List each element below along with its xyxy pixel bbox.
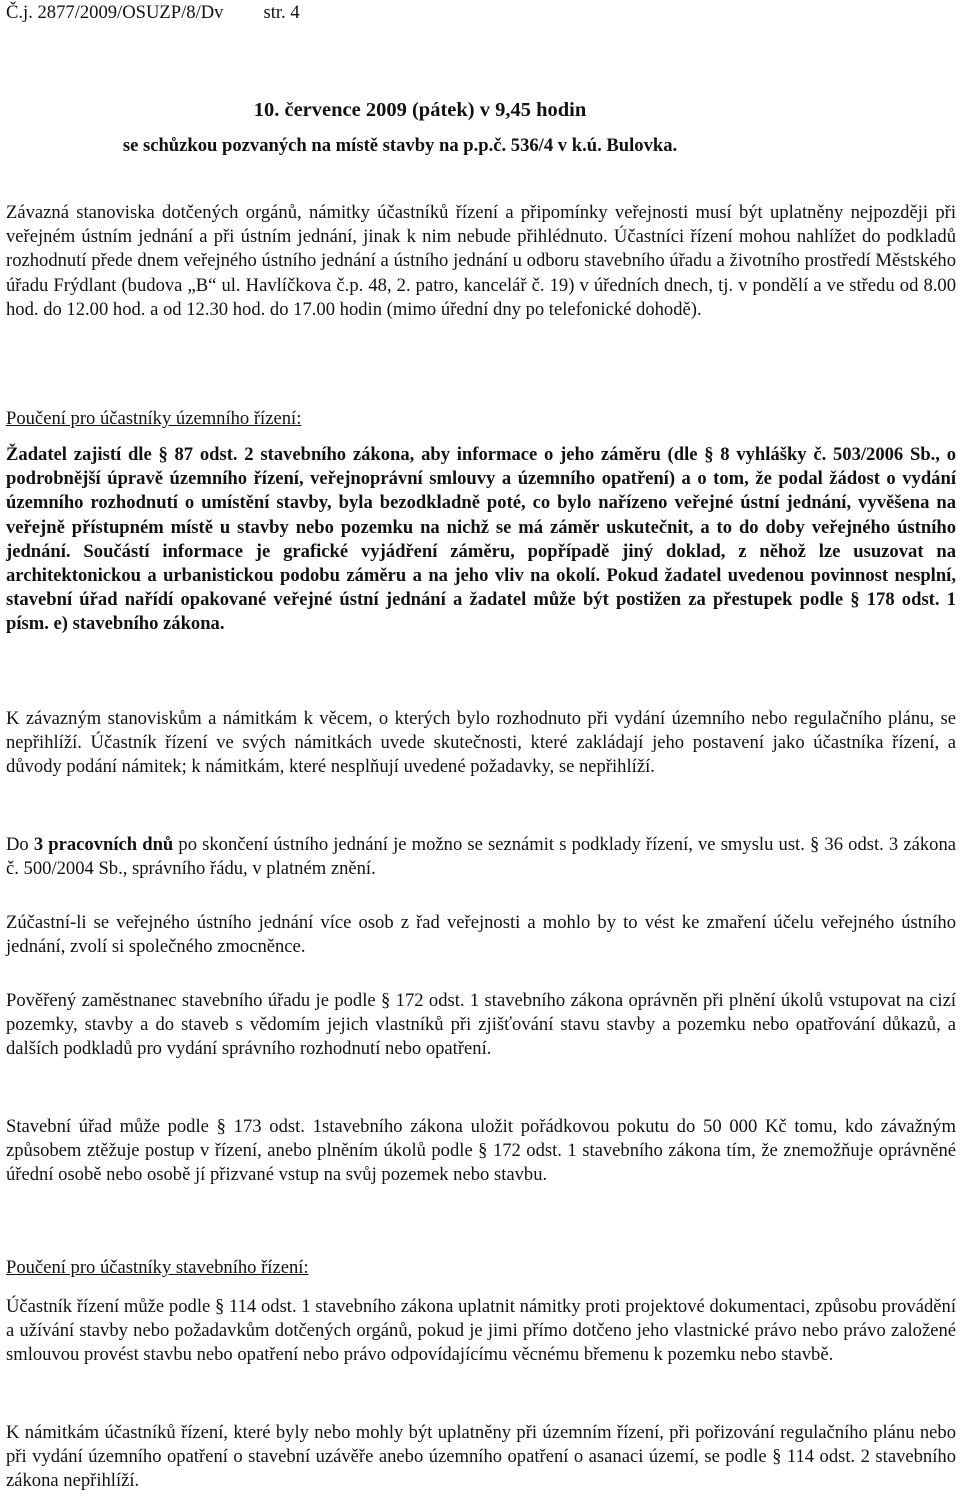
paragraph-objections: K závazným stanoviskům a námitkám k věcem, o kterých bylo rozhodnuto při vydání územního nebo regulačního plánu, se nepřihlíží. Účastník řízení ve svých námitkách uvede skutečnosti, které zakládají jeho postavení jako účastníka řízení, a důvody podání námitek; k námitkám, které nesplňují uvedené požadavky, se nepřihlíží. [6,708,956,778]
paragraph-documents-prefix: Do [6,834,34,855]
paragraph-statements: Závazná stanoviska dotčených orgánů, námitky účastníků řízení a připomínky veřejnosti musí být uplatněny nejpozději při veřejném ústním jednání a při ústním jednání, jinak k nim nebude přihlédnuto. Účastníci řízení mohou nahlížet do podkladů rozhodnutí přede dnem veřejného ústního jednání a ústního jednání u odboru stavebního úřadu a životního prostředí Městského úřadu Frýdlant (budova „B“ ul. Havlíčkova č.p. 48, 2. patro, kancelář č. 19) v úředních dnech, tj. v pondělí a ve středu od 8.00 hod. do 12.00 hod. a od 12.30 hod. do 17.00 hodin (mimo úřední dny po telefonické dohodě). [6,202,956,320]
paragraph-fine: Stavební úřad může podle § 173 odst. 1stavebního zákona uložit pořádkovou pokutu do 50 000 Kč tomu, kdo závažným způsobem ztěžuje postup v řízení, anebo plněním úkolů podle § 172 odst. 1 stavebního zákona tím, že znemožňuje oprávněné úřední osobě nebo osobě jí přizvané vstup na svůj pozemek nebo stavbu. [6,1116,956,1186]
paragraph-public-representative: Zúčastní-li se veřejného ústního jednání více osob z řad veřejnosti a mohlo by to vést ke zmaření účelu veřejného ústního jednání, zvolí si společného zmocněnce. [6,912,956,958]
meeting-date-heading: 10. července 2009 (pátek) v 9,45 hodin [253,99,587,121]
reference-number: Č.j. 2877/2009/OSUZP/8/Dv [6,2,224,23]
page-header [6,1,300,25]
paragraph-authorized-employee: Pověřený zaměstnanec stavebního úřadu je podle § 172 odst. 1 stavebního zákona oprávněn při plnění úkolů vstupovat na cizí pozemky, stavby a do staveb s vědomím jejich vlastníků při zjišťování stavu stavby a pozemku nebo opatřování důkazů, a dalších podkladů pro vydání správního rozhodnutí nebo opatření. [6,990,956,1060]
paragraph-disregarded-objections: K námitkám účastníků řízení, které byly nebo mohly být uplatněny při územním řízení, při pořizování regulačního plánu nebo při vydání územního opatření o stavební uzávěře anebo územního opatření o asanaci území, se podle § 114 odst. 2 stavebního zákona nepřihlíží. [6,1422,956,1492]
section-heading-zoning: Poučení pro účastníky územního řízení: [6,408,302,429]
paragraph-building-objections: Účastník řízení může podle § 114 odst. 1 stavebního zákona uplatnit námitky proti projektové dokumentaci, způsobu provádění a užívání stavby nebo požadavkům dotčených orgánů, pokud je jimi přímo dotčeno jeho vlastnické právo nebo právo založené smlouvou provést stavbu nebo opatření nebo právo odpovídajícímu věcnému břemenu k pozemku nebo stavbě. [6,1296,956,1366]
meeting-place-heading: se schůzkou pozvaných na místě stavby na p.p.č. 536/4 v k.ú. Bulovka. [122,135,678,156]
paragraph-documents-suffix: po skončení ústního jednání je možno se seznámit s podklady řízení, ve smyslu ust. § 36 odst. 3 zákona č. 500/2004 Sb., správního řádu, v platném znění. [6,834,956,880]
paragraph-documents-access [6,833,956,881]
working-days-emphasis: 3 pracovních dnů [33,834,174,855]
section-heading-building: Poučení pro účastníky stavebního řízení: [6,1257,309,1278]
page-number: str. 4 [263,2,300,23]
paragraph-applicant-duty: Žadatel zajistí dle § 87 odst. 2 stavebního zákona, aby informace o jeho záměru (dle § 8 vyhlášky č. 503/2006 Sb., o podrobnější úpravě územního řízení, veřejnoprávní smlouvy a územního opatření) a o tom, že podal žádost o vydání územního rozhodnutí o umístění stavby, byla bezodkladně poté, co bylo nařízeno veřejné ústní jednání, vyvěšena na veřejně přístupném místě u stavby nebo pozemku na nichž se má záměr uskutečnit, a to do doby veřejného ústního jednání. Součástí informace je grafické vyjádření záměru, popřípadě jiný doklad, z něhož lze usuzovat na architektonickou a urbanistickou podobu záměru a na jeho vliv na okolí. Pokud žadatel uvedenou povinnost nesplní, stavební úřad nařídí opakované veřejné ústní jednání a žadatel může být postižen za přestupek podle § 178 odst. 1 písm. e) stavebního zákona. [6,444,956,635]
